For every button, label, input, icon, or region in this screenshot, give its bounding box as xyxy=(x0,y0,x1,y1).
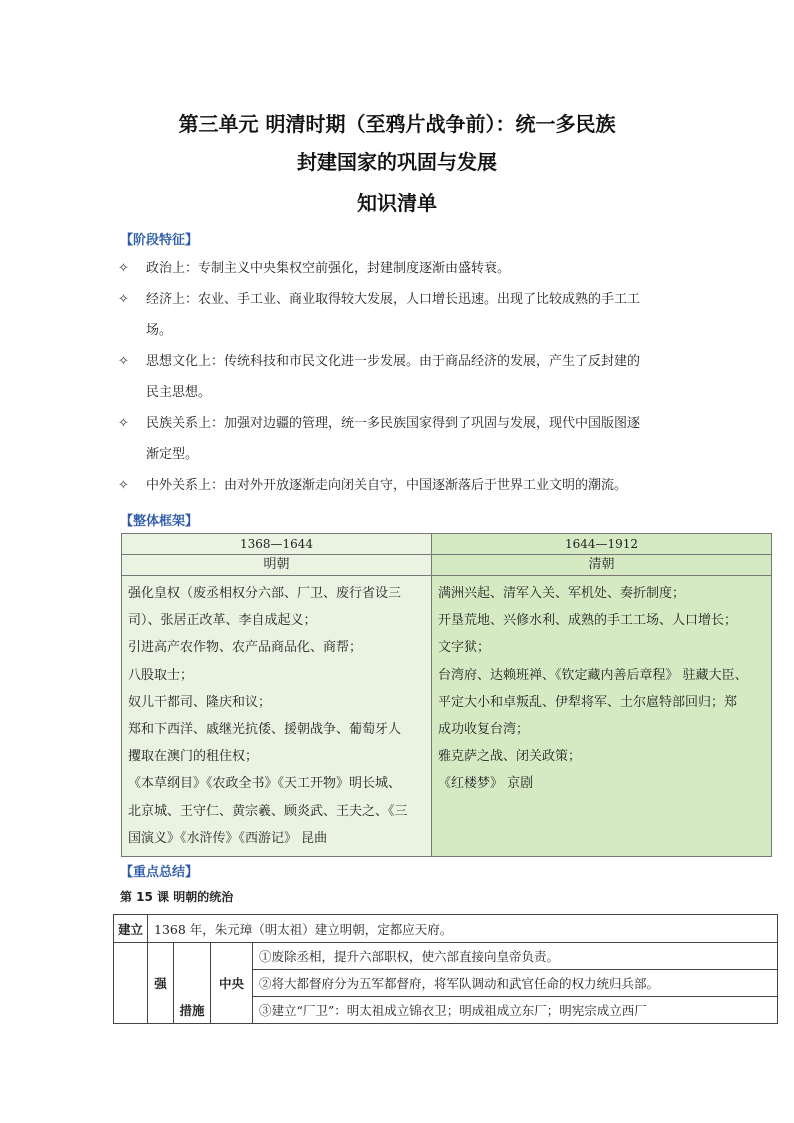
diamond-bullet-icon: ✧ xyxy=(118,416,129,431)
framework-table xyxy=(121,533,772,857)
feature-text-cont: 场。 xyxy=(146,323,173,338)
establish-label: 建立 xyxy=(114,915,148,943)
ming-content xyxy=(122,576,432,857)
feature-item xyxy=(118,284,688,346)
ming-years: 1368—1644 xyxy=(122,534,432,555)
feature-text: 中外关系上：由对外开放逐渐走向闭关自守，中国逐渐落后于世界工业文明的潮流。 xyxy=(146,478,628,493)
qing-line: 《红楼梦》 京剧 xyxy=(438,776,534,792)
measure-item: ②将大都督府分为五军都督府，将军队调动和武官任命的权力统归兵部。 xyxy=(253,970,778,997)
qing-content xyxy=(432,576,772,857)
feature-item xyxy=(118,253,688,284)
diamond-bullet-icon: ✧ xyxy=(118,354,129,369)
ming-line: 奴儿干都司、隆庆和议； xyxy=(128,694,272,710)
ming-line: 攫取在澳门的租住权； xyxy=(128,749,259,765)
feature-item xyxy=(118,408,688,470)
measures-label: 措施 xyxy=(174,943,211,1024)
feature-text: 经济上：农业、手工业、商业取得较大发展，人口增长迅速。出现了比较成熟的手工工 xyxy=(146,292,641,307)
feature-text: 政治上：专制主义中央集权空前强化，封建制度逐渐由盛转衰。 xyxy=(146,261,511,276)
ming-line: 强化皇权（废丞相权分六部、厂卫、废行省设三 xyxy=(128,586,402,601)
qing-name: 清朝 xyxy=(432,555,772,576)
framework-heading: 【整体框架】 xyxy=(120,514,199,529)
qing-line: 平定大小和卓叛乱、伊犁将军、土尔扈特部回归；郑 xyxy=(438,694,738,710)
feature-text-cont: 渐定型。 xyxy=(146,447,199,462)
ming-line: 国演义》《水浒传》《西游记》 昆曲 xyxy=(128,830,328,846)
diamond-bullet-icon: ✧ xyxy=(118,261,129,276)
strengthen-label: 强 xyxy=(148,943,174,1024)
ming-line: 引进高产农作物、农产品商品化、商帮； xyxy=(128,640,363,656)
empty-cell xyxy=(114,943,148,1024)
central-label: 中央 xyxy=(211,943,253,1024)
ming-line: 郑和下西洋、戚继光抗倭、援朝战争、葡萄牙人 xyxy=(128,722,402,738)
lesson-table xyxy=(113,914,778,1024)
page-title-line2: 封建国家的巩固与发展 xyxy=(297,150,497,174)
ming-line: 《本草纲目》《农政全书》《天工开物》明长城、 xyxy=(128,776,402,792)
qing-line: 满洲兴起、清军入关、军机处、奏折制度； xyxy=(438,586,686,601)
qing-line: 文字狱； xyxy=(438,640,491,656)
page-title-line1: 第三单元 明清时期（至鸦片战争前）：统一多民族 xyxy=(178,112,616,136)
page-subtitle: 知识清单 xyxy=(357,191,437,215)
lesson-title: 第 15 课 明朝的统治 xyxy=(120,890,234,904)
qing-line: 成功收复台湾； xyxy=(438,722,530,738)
diamond-bullet-icon: ✧ xyxy=(118,478,129,493)
ming-line: 八股取士； xyxy=(128,667,194,683)
ming-name: 明朝 xyxy=(122,555,432,576)
diamond-bullet-icon: ✧ xyxy=(118,292,129,307)
feature-text: 民族关系上：加强对边疆的管理，统一多民族国家得到了巩固与发展，现代中国版图逐 xyxy=(146,416,641,431)
qing-line: 台湾府、达赖班禅、《钦定藏内善后章程》 驻藏大臣、 xyxy=(438,667,748,683)
feature-text-cont: 民主思想。 xyxy=(146,385,212,400)
ming-line: 司）、张居正改革、李自成起义； xyxy=(128,613,317,629)
qing-years: 1644—1912 xyxy=(432,534,772,555)
establish-text: 1368 年，朱元璋（明太祖）建立明朝，定都应天府。 xyxy=(148,915,778,943)
qing-line: 开垦荒地、兴修水利、成熟的手工工场、人口增长； xyxy=(438,613,738,629)
features-list xyxy=(118,253,688,501)
qing-line: 雅克萨之战、闭关政策； xyxy=(438,749,582,765)
ming-line: 北京城、王守仁、黄宗羲、顾炎武、王夫之、《三 xyxy=(128,803,408,819)
feature-text: 思想文化上：传统科技和市民文化进一步发展。由于商品经济的发展，产生了反封建的 xyxy=(146,354,641,369)
feature-item xyxy=(118,346,688,408)
features-heading: 【阶段特征】 xyxy=(120,233,199,248)
summary-heading: 【重点总结】 xyxy=(120,865,199,880)
measure-item: ①废除丞相，提升六部职权，使六部直接向皇帝负责。 xyxy=(253,943,778,970)
feature-item xyxy=(118,470,688,501)
measure-item: ③建立“厂卫”：明太祖成立锦衣卫；明成祖成立东厂；明宪宗成立西厂 xyxy=(253,997,778,1024)
